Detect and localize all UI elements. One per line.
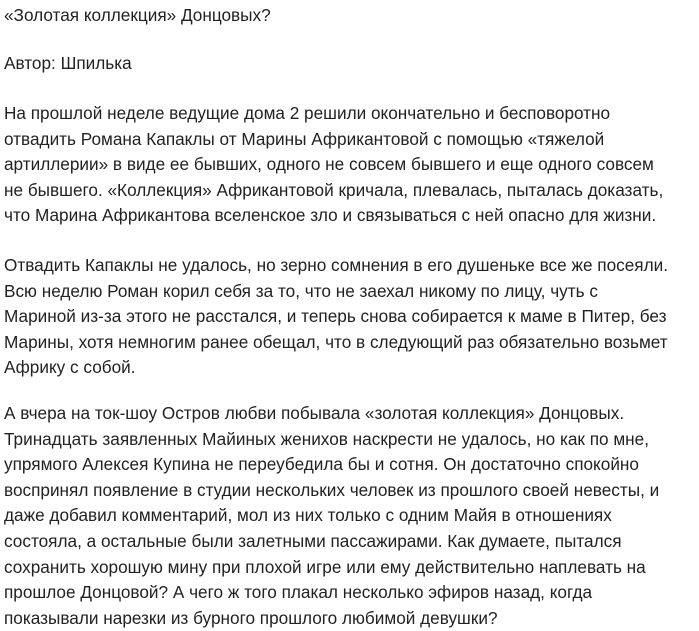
text-line: Мариной из-за этого не расстался, и теперь снова собирается к маме в Питер, без [4,306,667,327]
text-line: Тринадцать заявленных Майиных женихов наскрести не удалось, но как по мне, [4,428,649,449]
text-line: состояла, а остальные были залетными пассажирами. Как думаете, пытался [4,530,622,551]
article-title: «Золотая коллекция» Донцовых? [4,5,271,25]
text-line: не бывшего. «Коллекция» Африкантовой кричала, плевалась, пыталась доказать, [4,179,664,200]
text-line: Марины, хотя немногим ранее обещал, что в следующий раз обязательно возьмет [4,331,668,352]
article-author: Автор: Шпилька [4,53,132,73]
text-line: прошлое Донцовой? А чего ж того плакал несколько эфиров назад, когда [4,582,593,603]
text-line: отвадить Романа Капаклы от Марины Африкантовой с помощью «тяжелой [4,128,605,149]
paragraph-3 [4,401,659,631]
text-line: артиллерии» в виде ее бывших, одного не совсем бывшего и еще одного совсем [4,154,654,175]
text-line: показывали нарезки из бурного прошлого любимой девушки? [4,607,498,628]
text-line: На прошлой неделе ведущие дома 2 решили окончательно и бесповоротно [4,103,611,123]
text-line: упрямого Алексея Купина не переубедила бы и сотня. Он достаточно спокойно [4,454,639,475]
text-line: А вчера на ток-шоу Остров любви побывала «золотая коллекция» Донцовых. [4,403,625,423]
text-line: сохранить хорошую мину при плохой игре или ему действительно наплевать на [4,556,646,577]
text-line: что Марина Африкантова вселенское зло и связываться с ней опасно для жизни. [4,205,657,226]
text-line: Африку с собой. [4,357,136,378]
paragraph-1 [4,101,663,229]
text-line: даже добавил комментарий, мол из них только с одним Майя в отношениях [4,505,612,526]
paragraph-2 [4,253,668,381]
text-line: воспринял появление в студии нескольких человек из прошлого своей невесты, и [4,479,660,500]
text-line: Отвадить Капаклы не удалось, но зерно сомнения в его душеньке все же посеяли. [4,255,669,275]
text-line: Всю неделю Роман корил себя за то, что не заехал никому по лицу, чуть с [4,280,598,301]
